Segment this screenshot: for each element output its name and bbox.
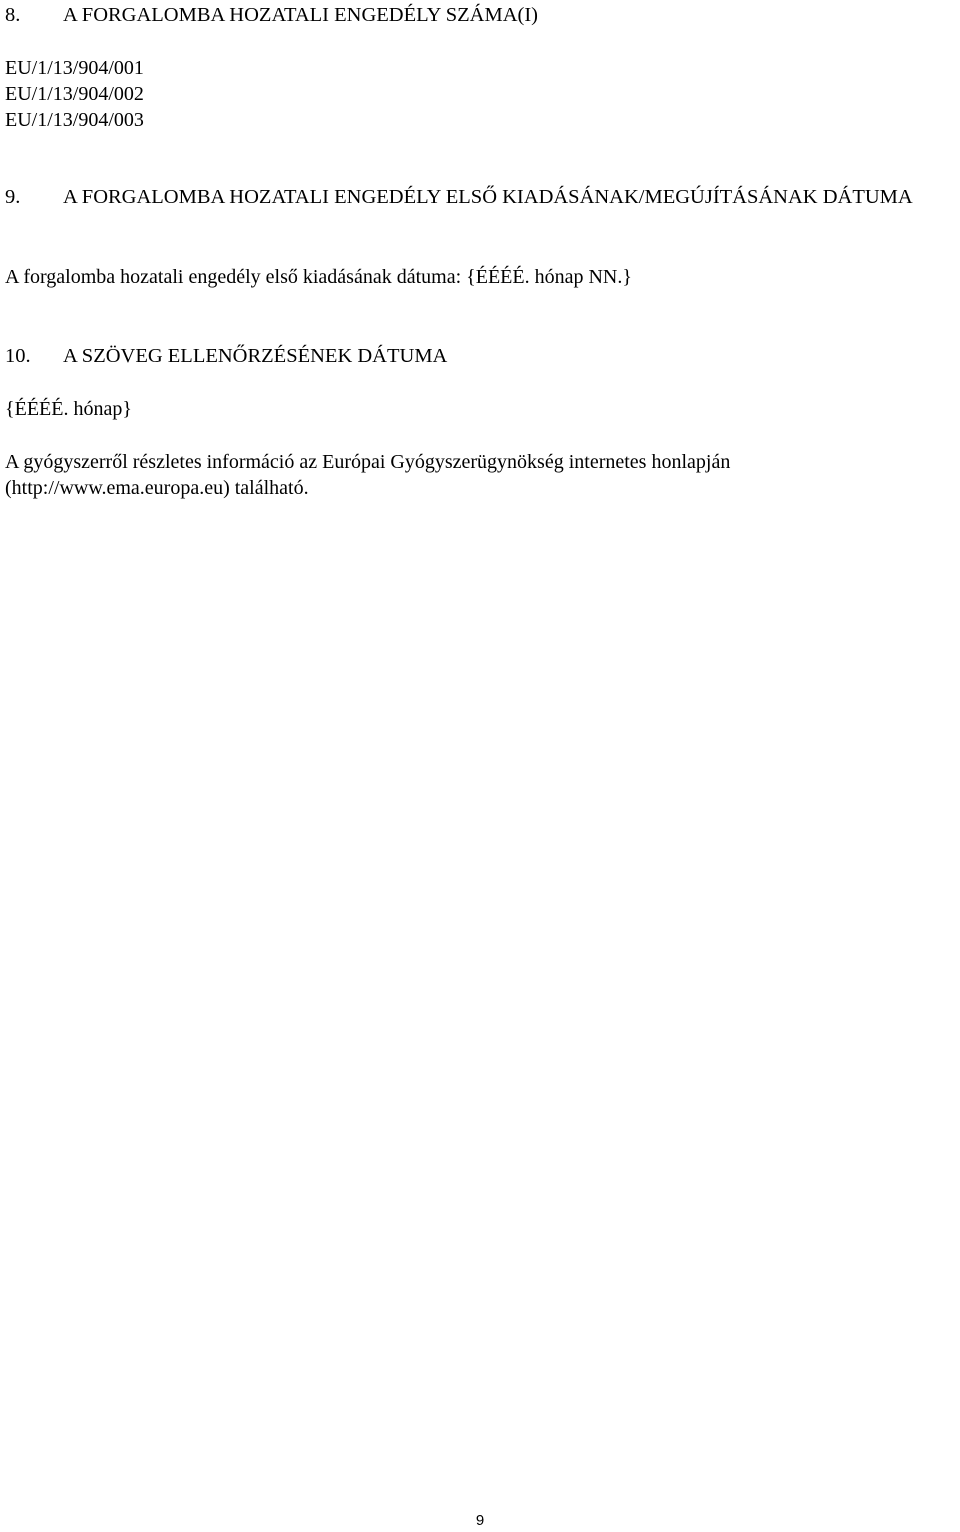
section-9-title: A FORGALOMBA HOZATALI ENGEDÉLY ELSŐ KIADÁSÁNAK/MEGÚJÍTÁSÁNAK DÁTUMA: [63, 186, 913, 208]
section-8-heading: [5, 2, 955, 28]
revision-date: {ÉÉÉÉ. hónap}: [5, 398, 132, 420]
first-authorization-date: A forgalomba hozatali engedély első kiadásának dátuma: {ÉÉÉÉ. hónap NN.}: [5, 266, 632, 288]
section-10-heading: [5, 343, 955, 369]
section-10-number: 10.: [5, 345, 31, 367]
section-9-text: [5, 264, 955, 290]
section-10-date: [5, 396, 955, 422]
authorization-number: EU/1/13/904/001: [5, 57, 144, 79]
section-9-heading: [5, 184, 955, 210]
ema-info-note: [5, 449, 855, 501]
authorization-number-list: [5, 55, 955, 133]
authorization-number: EU/1/13/904/002: [5, 83, 144, 105]
section-10-title: A SZÖVEG ELLENŐRZÉSÉNEK DÁTUMA: [63, 345, 448, 367]
section-8-number: 8.: [5, 4, 21, 26]
authorization-number: EU/1/13/904/003: [5, 109, 144, 131]
ema-info-text: A gyógyszerről részletes információ az Európai Gyógyszerügynökség internetes honlapján (http://www.ema.europa.eu) található.: [5, 451, 731, 499]
page-number: 9: [475, 1512, 485, 1529]
section-8-title: A FORGALOMBA HOZATALI ENGEDÉLY SZÁMA(I): [63, 4, 538, 26]
section-9-number: 9.: [5, 186, 21, 208]
